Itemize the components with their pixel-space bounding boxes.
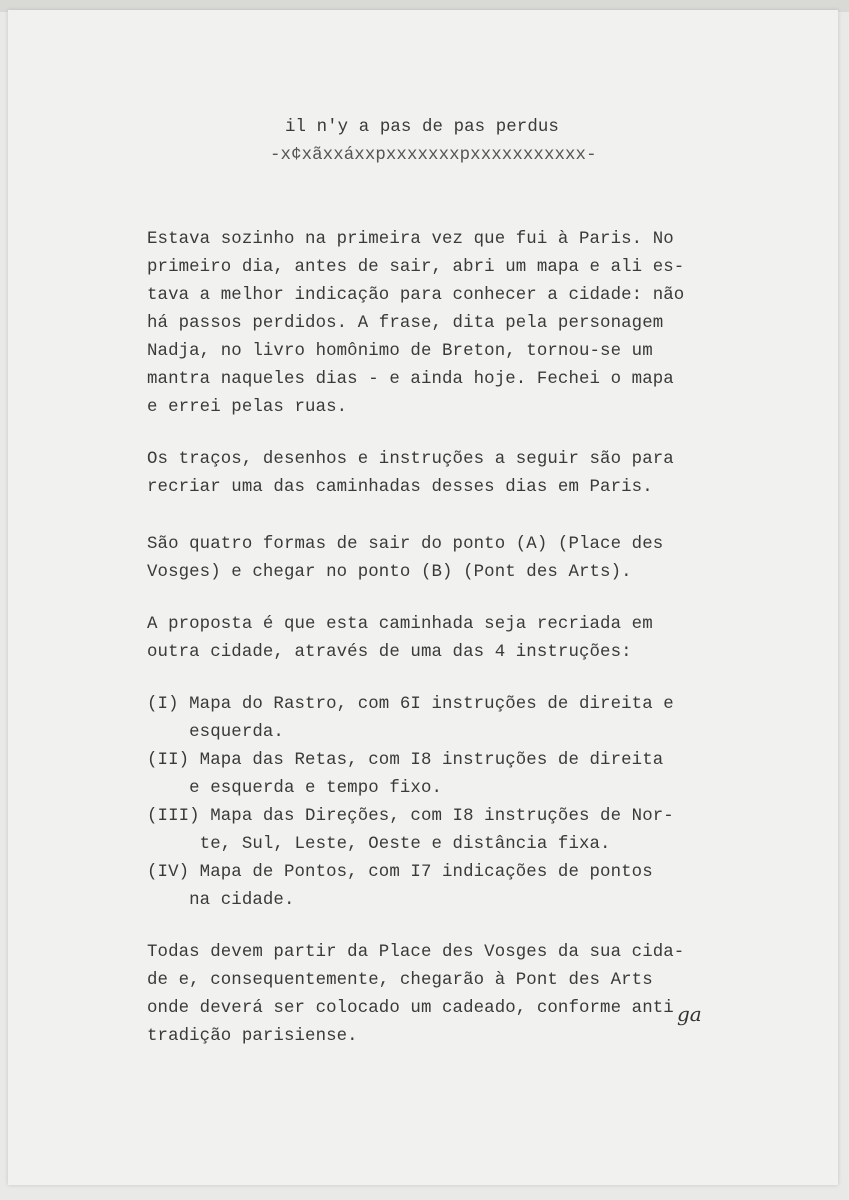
text-line: e errei pelas ruas. [147,398,348,417]
text-line: há passos perdidos. A frase, dita pela personagem [147,314,664,333]
text-line: Vosges) e chegar no ponto (B) (Pont des Arts). [147,563,632,582]
text-line: (IV) Mapa de Pontos, com I7 indicações de pontos [147,863,653,882]
text-line: (II) Mapa das Retas, com I8 instruções de direita [147,751,664,770]
text-line: São quatro formas de sair do ponto (A) (Place des [147,535,664,554]
text-line: na cidade. [147,891,295,910]
text-line: Todas devem partir da Place des Vosges da sua cida- [147,943,685,962]
page-title: il n′y a pas de pas perdus [285,118,559,137]
handwritten-correction: ga [677,1002,702,1026]
text-line: Os traços, desenhos e instruções a seguir são para [147,450,674,469]
text-line: e esquerda e tempo fixo. [147,779,443,798]
text-line: tava a melhor indicação para conhecer a cidade: não [147,286,685,305]
text-line: (III) Mapa das Direções, com I8 instruções de Nor- [147,807,674,826]
text-line: outra cidade, através de uma das 4 instruções: [147,643,632,662]
text-line: tradição parisiense. [147,1027,358,1046]
text-line: onde deverá ser colocado um cadeado, conforme anti [147,999,674,1018]
text-line: Estava sozinho na primeira vez que fui à Paris. No [147,230,674,249]
text-line: (I) Mapa do Rastro, com 6I instruções de direita e [147,695,674,714]
text-line: esquerda. [147,723,284,742]
text-line: Nadja, no livro homônimo de Breton, tornou-se um [147,342,653,361]
text-line: primeiro dia, antes de sair, abri um mapa e ali es- [147,258,685,277]
text-line: de e, consequentemente, chegarão à Pont des Arts [147,971,653,990]
text-line: A proposta é que esta caminhada seja recriada em [147,615,653,634]
text-line: recriar uma das caminhadas desses dias em Paris. [147,478,653,497]
text-line: mantra naqueles dias - e ainda hoje. Fechei o mapa [147,370,674,389]
text-line: te, Sul, Leste, Oeste e distância fixa. [147,835,611,854]
struck-out-line: -x¢xãxxáxxpxxxxxxxpxxxxxxxxxxx- [270,146,597,165]
